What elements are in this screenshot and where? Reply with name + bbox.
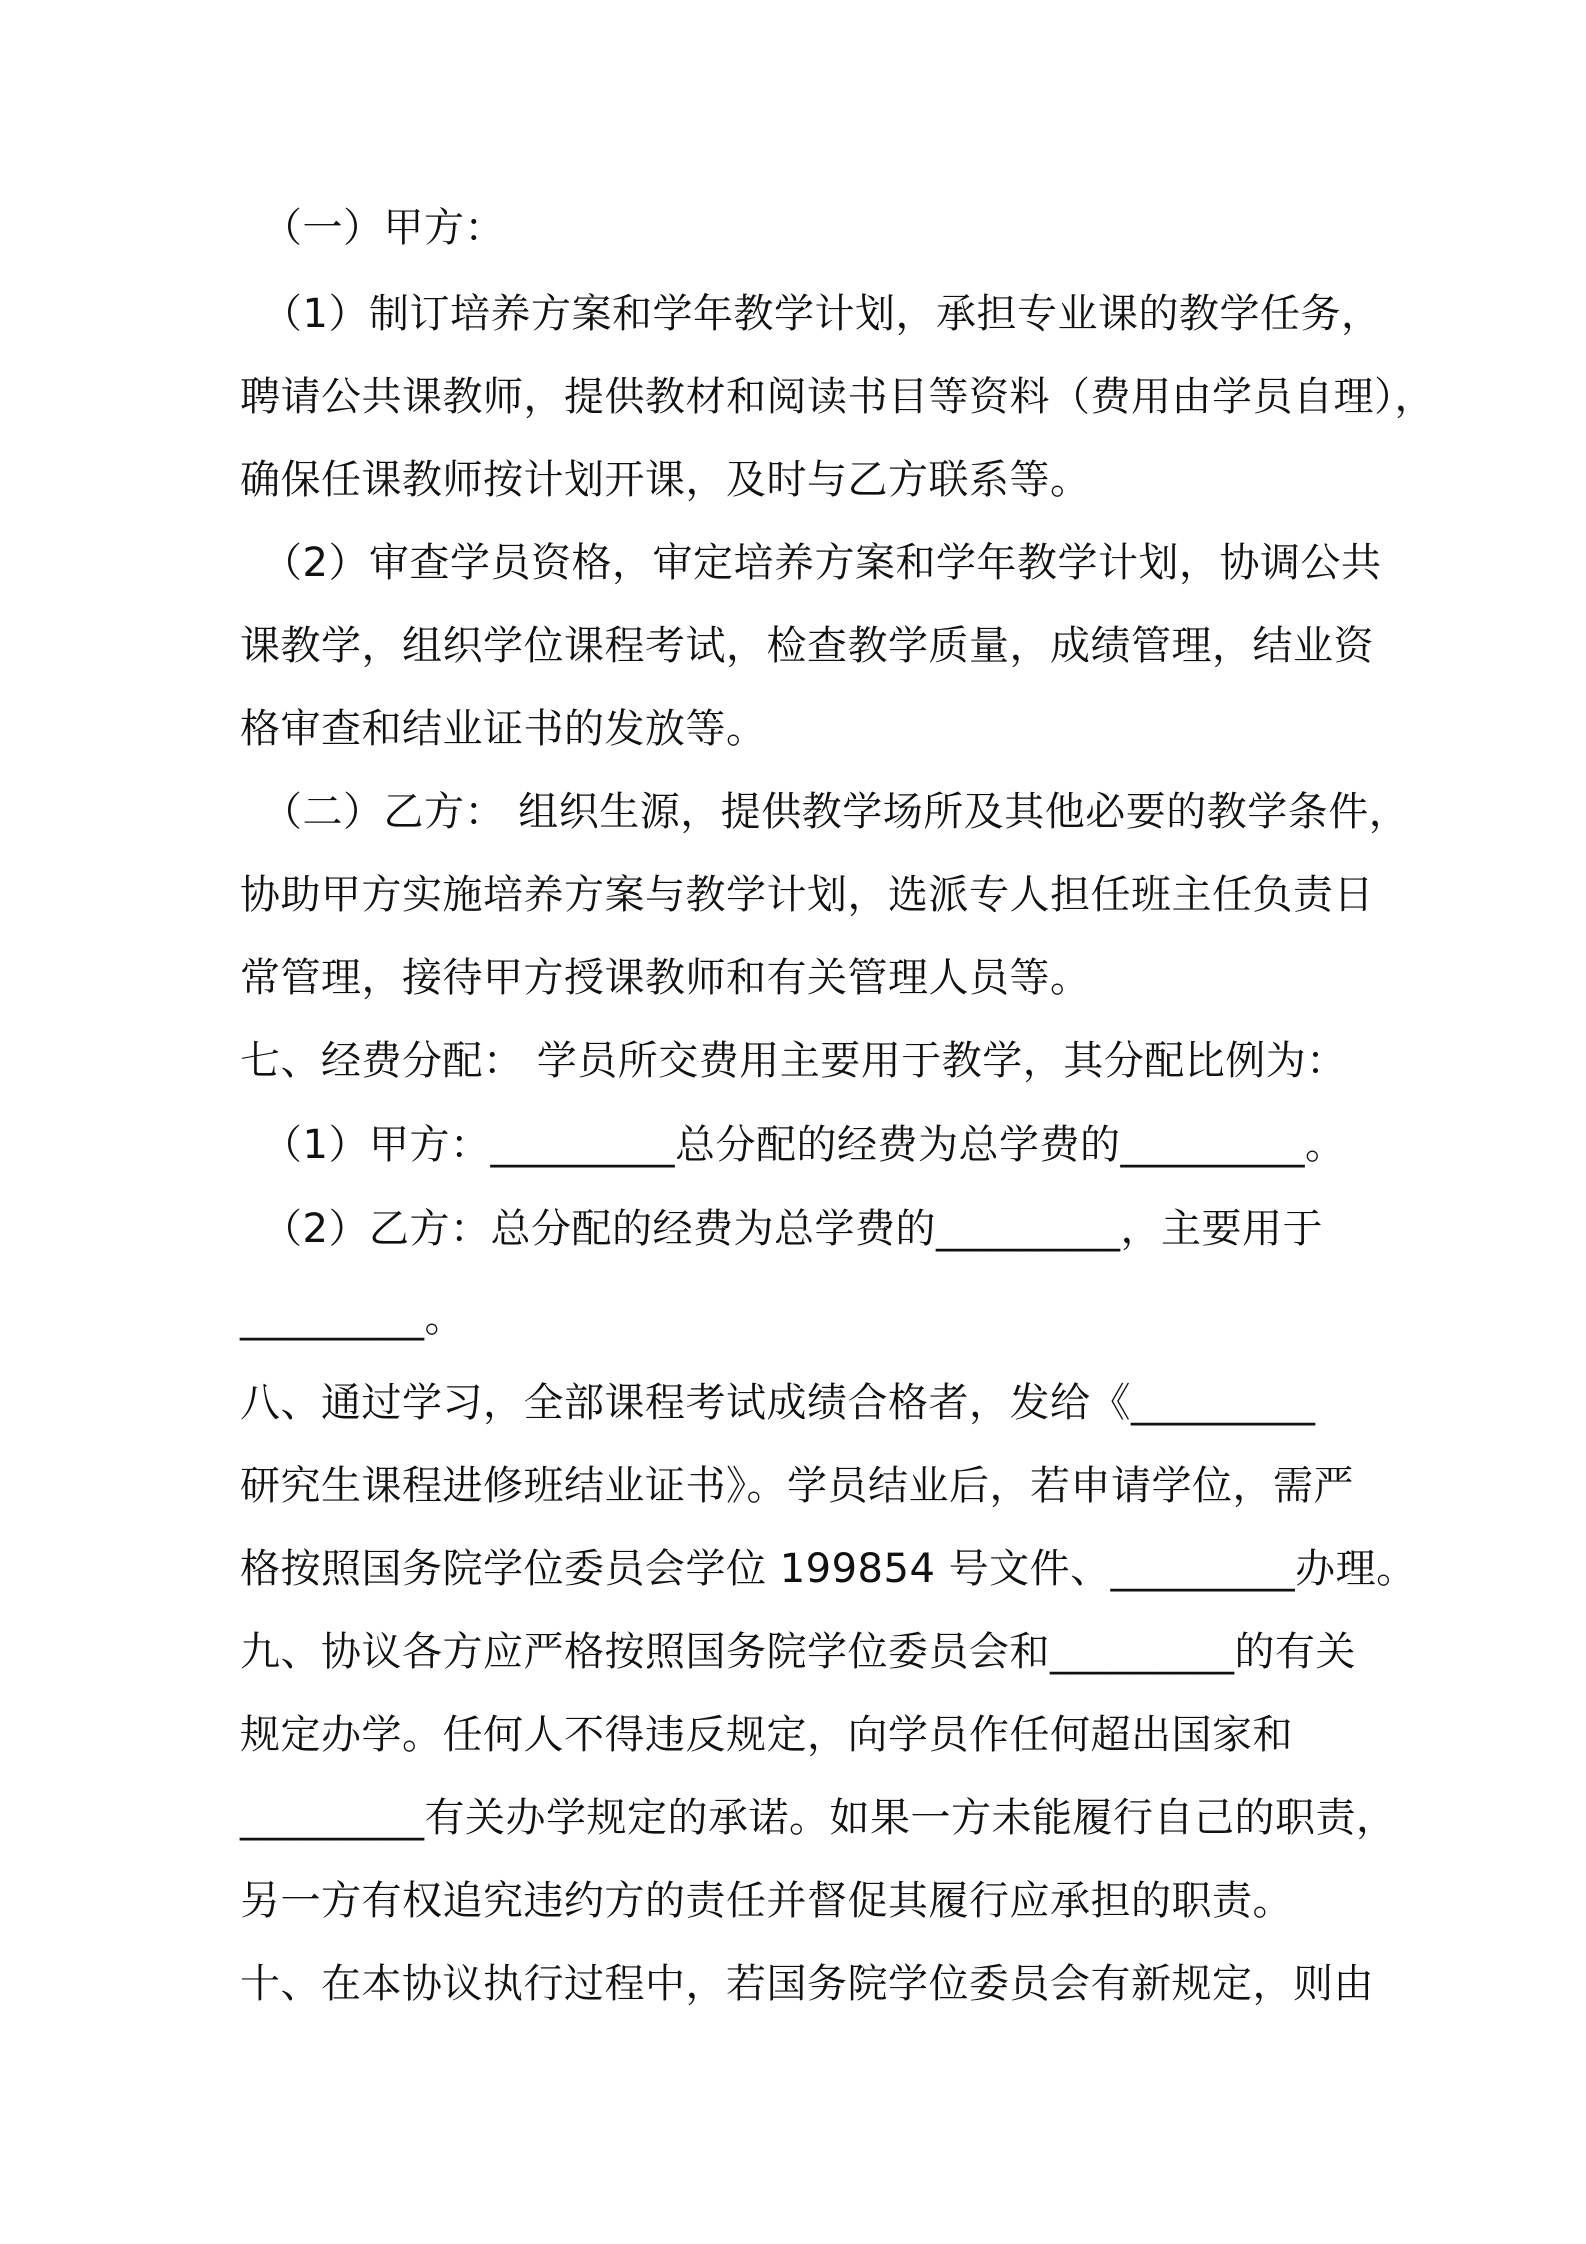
section-heading-execution: 十、在本协议执行过程中，若国务院学位委员会有新规定，则由 xyxy=(240,1961,1374,2007)
paragraph-line: （2）审查学员资格，审定培养方案和学年教学计划，协调公共 xyxy=(262,540,1382,586)
section-heading-party-a: （一）甲方： xyxy=(262,205,505,251)
paragraph-line: 另一方有权追究违约方的责任并督促其履行应承担的职责。 xyxy=(240,1878,1293,1924)
section-heading-certificate: 八、通过学习，全部课程考试成绩合格者，发给《_________ xyxy=(240,1380,1316,1426)
paragraph-line: （1）甲方：_________总分配的经费为总学费的_________。 xyxy=(262,1122,1346,1168)
paragraph-line: 常管理，接待甲方授课教师和有关管理人员等。 xyxy=(240,955,1091,1001)
paragraph-line: _________有关办学规定的承诺。如果一方未能履行自己的职责， xyxy=(240,1795,1397,1841)
paragraph-line: 格审查和结业证书的发放等。 xyxy=(240,706,767,752)
section-heading-funding: 七、经费分配： 学员所交费用主要用于教学，其分配比例为： xyxy=(240,1038,1347,1084)
paragraph-line: （2）乙方：总分配的经费为总学费的_________，主要用于 xyxy=(262,1206,1323,1252)
paragraph-line: 研究生课程进修班结业证书》。学员结业后，若申请学位，需严 xyxy=(240,1463,1354,1509)
paragraph-line: _________。 xyxy=(240,1295,465,1341)
paragraph-line: 聘请公共课教师，提供教材和阅读书目等资料（费用由学员自理）， xyxy=(240,374,1435,420)
paragraph-line: 课教学，组织学位课程考试，检查教学质量，成绩管理，结业资 xyxy=(240,623,1374,669)
paragraph-line: 协助甲方实施培养方案与教学计划，选派专人担任班主任负责日 xyxy=(240,872,1374,918)
paragraph-line: （1）制订培养方案和学年教学计划，承担专业课的教学任务， xyxy=(262,291,1382,337)
section-heading-compliance: 九、协议各方应严格按照国务院学位委员会和_________的有关 xyxy=(240,1629,1356,1675)
section-heading-party-b: （二）乙方： 组织生源，提供教学场所及其他必要的教学条件， xyxy=(262,789,1410,835)
paragraph-line: 确保任课教师按计划开课，及时与乙方联系等。 xyxy=(240,457,1091,503)
paragraph-line: 规定办学。任何人不得违反规定，向学员作任何超出国家和 xyxy=(240,1712,1293,1758)
paragraph-line: 格按照国务院学位委员会学位 199854 号文件、_________办理。 xyxy=(240,1546,1417,1592)
